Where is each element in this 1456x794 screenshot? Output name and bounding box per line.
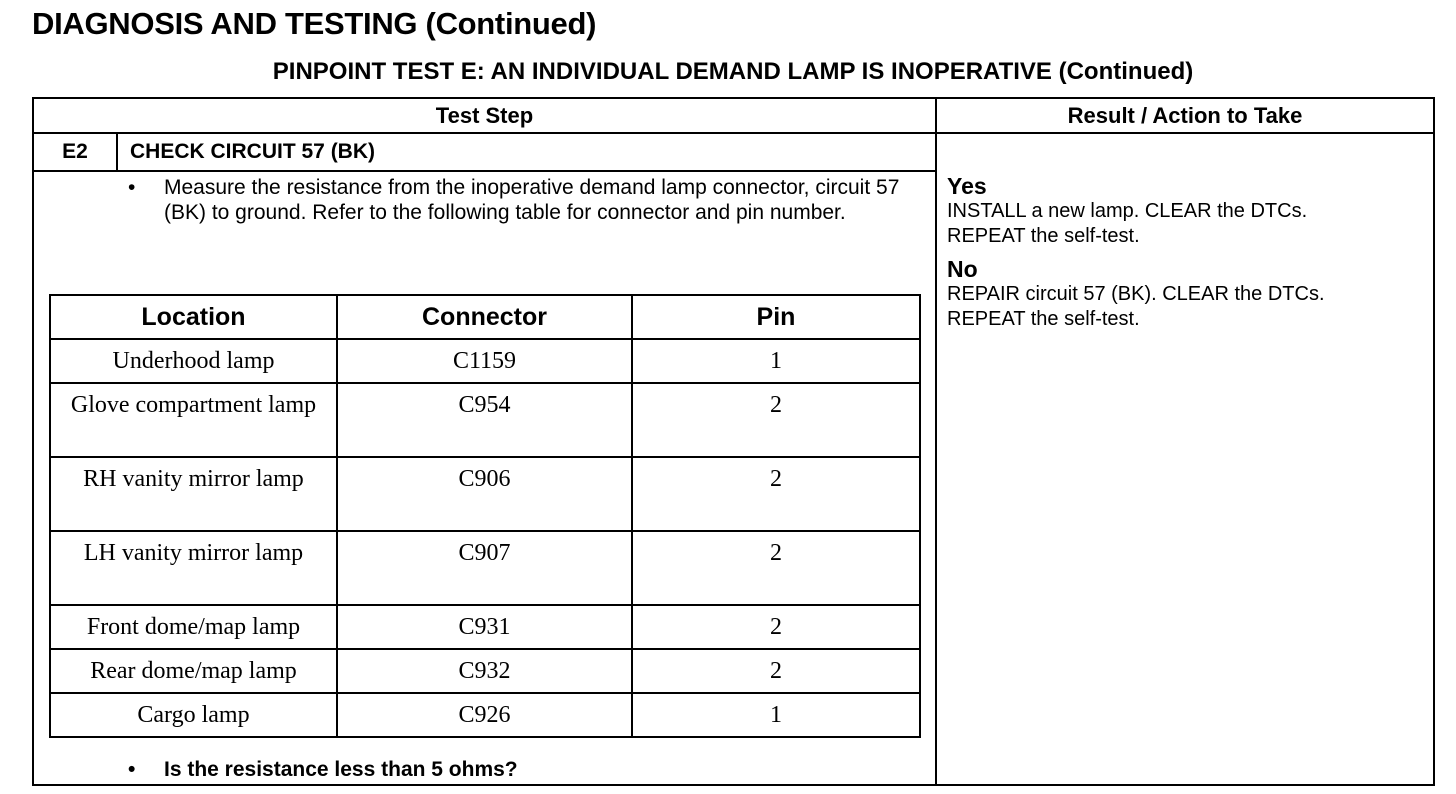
test-step-column-header: Test Step bbox=[435, 103, 534, 128]
result-no-line: REPAIR circuit 57 (BK). CLEAR the DTCs. bbox=[947, 283, 1325, 305]
cell-connector: C926 bbox=[337, 693, 632, 737]
question-item bbox=[128, 757, 908, 785]
cell-pin: 1 bbox=[632, 339, 920, 383]
test-frame bbox=[32, 97, 1435, 786]
cell-location: LH vanity mirror lamp bbox=[50, 531, 337, 605]
header-pin: Pin bbox=[632, 295, 920, 339]
bullet-icon: • bbox=[128, 176, 136, 199]
step-id: E2 bbox=[34, 134, 118, 170]
table-row bbox=[50, 693, 920, 737]
cell-location: Cargo lamp bbox=[50, 693, 337, 737]
table-row bbox=[50, 605, 920, 649]
cell-pin: 2 bbox=[632, 457, 920, 531]
column-divider bbox=[935, 99, 937, 784]
result-yes-line: REPEAT the self-test. bbox=[947, 225, 1140, 247]
cell-connector: C907 bbox=[337, 531, 632, 605]
question-text: Is the resistance less than 5 ohms? bbox=[164, 758, 518, 781]
bullet-icon: • bbox=[128, 758, 136, 781]
cell-location: Glove compartment lamp bbox=[50, 383, 337, 457]
result-panel bbox=[947, 173, 1427, 339]
result-yes-line: INSTALL a new lamp. CLEAR the DTCs. bbox=[947, 200, 1308, 222]
cell-pin: 2 bbox=[632, 383, 920, 457]
cell-pin: 2 bbox=[632, 531, 920, 605]
cell-connector: C932 bbox=[337, 649, 632, 693]
cell-pin: 2 bbox=[632, 649, 920, 693]
cell-pin: 1 bbox=[632, 693, 920, 737]
cell-location: RH vanity mirror lamp bbox=[50, 457, 337, 531]
result-yes-label: Yes bbox=[947, 173, 987, 199]
table-row bbox=[50, 339, 920, 383]
table-row bbox=[50, 457, 920, 531]
result-column-header: Result / Action to Take bbox=[1067, 103, 1303, 128]
cell-connector: C954 bbox=[337, 383, 632, 457]
table-row bbox=[50, 531, 920, 605]
result-no-line: REPEAT the self-test. bbox=[947, 308, 1140, 330]
cell-connector: C906 bbox=[337, 457, 632, 531]
page-title: DIAGNOSIS AND TESTING (Continued) bbox=[32, 6, 597, 41]
step-title: CHECK CIRCUIT 57 (BK) bbox=[130, 140, 376, 163]
cell-location: Front dome/map lamp bbox=[50, 605, 337, 649]
table-header-row bbox=[50, 295, 920, 339]
instruction-text: Measure the resistance from the inoperative demand lamp connector, circuit 57 (BK) to ground. Refer to the following table for connector and pin number. bbox=[164, 176, 900, 224]
cell-connector: C931 bbox=[337, 605, 632, 649]
connector-pin-table bbox=[49, 294, 921, 738]
cell-location: Rear dome/map lamp bbox=[50, 649, 337, 693]
result-no-label: No bbox=[947, 256, 978, 282]
instruction-item bbox=[128, 175, 908, 255]
cell-connector: C1159 bbox=[337, 339, 632, 383]
cell-location: Underhood lamp bbox=[50, 339, 337, 383]
table-row bbox=[50, 649, 920, 693]
result-no-action bbox=[947, 282, 1427, 332]
header-location: Location bbox=[50, 295, 337, 339]
header-connector: Connector bbox=[337, 295, 632, 339]
table-row bbox=[50, 383, 920, 457]
step-header-row bbox=[34, 134, 935, 172]
cell-pin: 2 bbox=[632, 605, 920, 649]
result-yes-action bbox=[947, 199, 1427, 249]
pinpoint-test-title: PINPOINT TEST E: AN INDIVIDUAL DEMAND LAMP IS INOPERATIVE (Continued) bbox=[272, 58, 1194, 85]
